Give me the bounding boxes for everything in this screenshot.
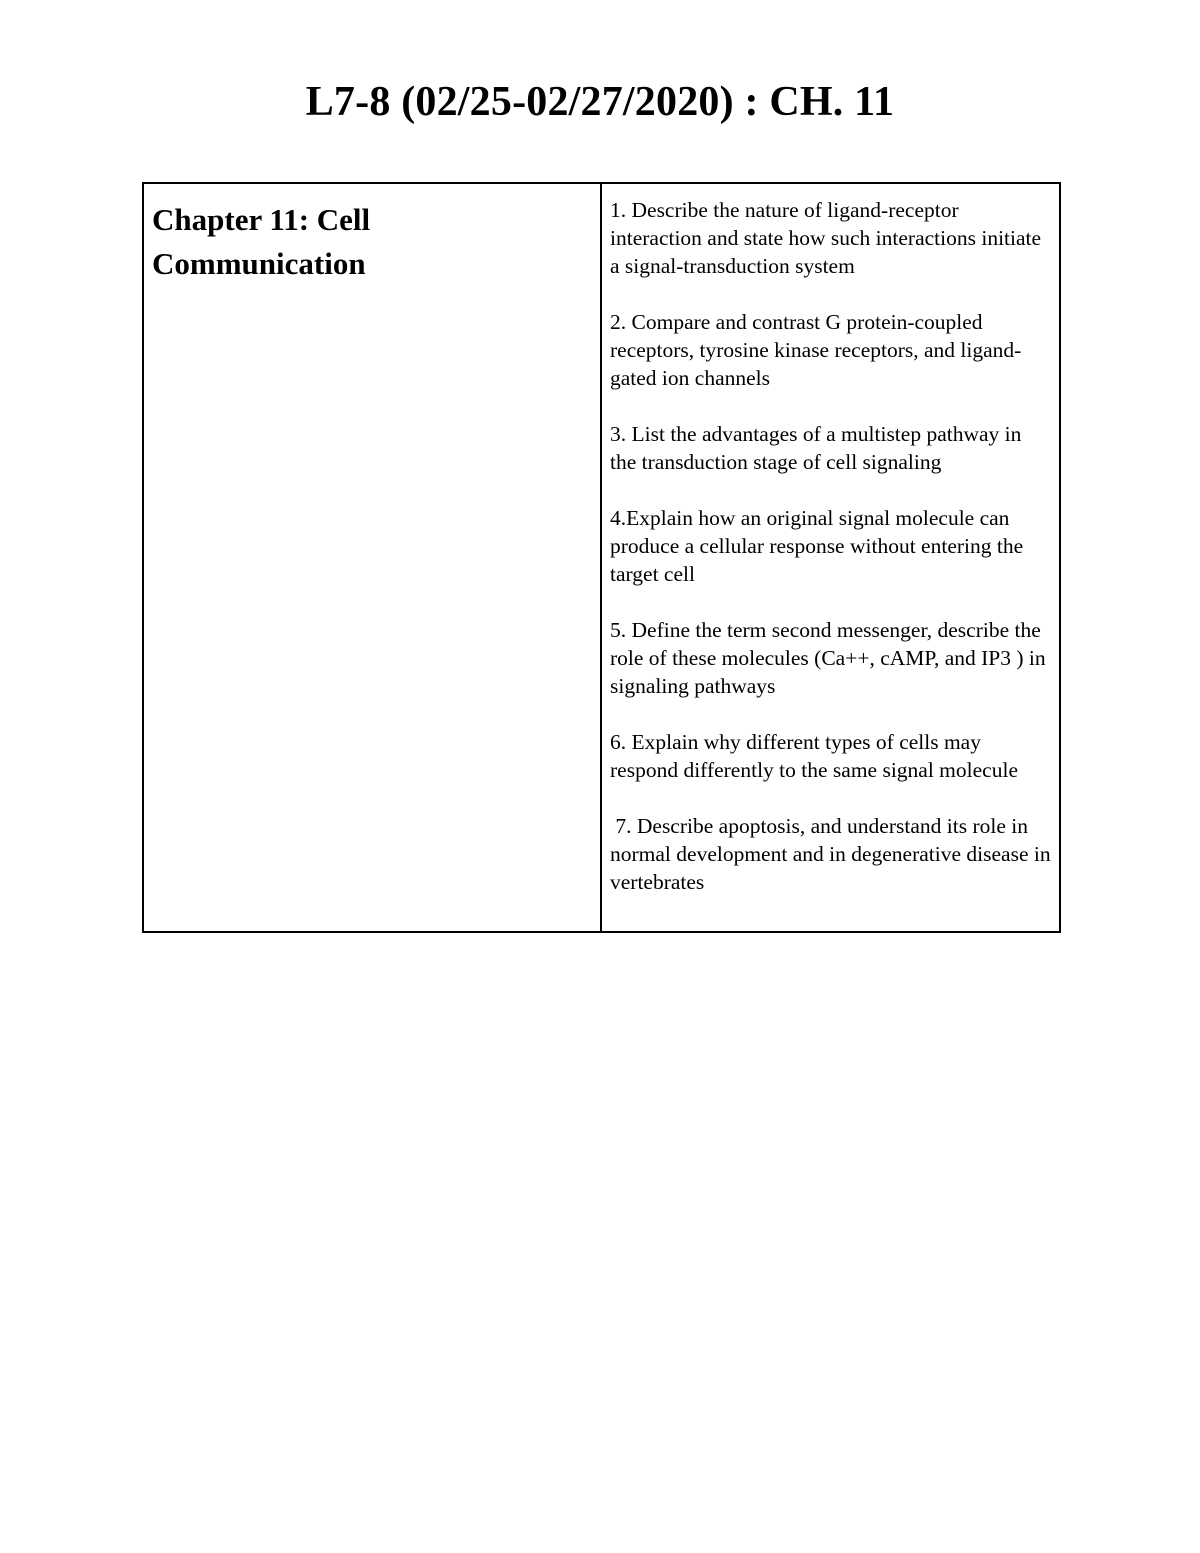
objectives-cell [602, 184, 1059, 931]
chapter-heading-line-1: Chapter 11: Cell [152, 202, 371, 237]
page-title: L7-8 (02/25-02/27/2020) : CH. 11 [305, 79, 895, 125]
chapter-cell [144, 184, 602, 931]
chapter-heading-line-2: Communication [152, 246, 366, 281]
objective-6: 6. Explain why different types of cells may respond differently to the same signal molecule [610, 730, 1018, 782]
chapter-heading [152, 198, 600, 286]
objective-3: 3. List the advantages of a multistep pathway in the transduction stage of cell signaling [610, 422, 1022, 474]
objective-4: 4.Explain how an original signal molecule can produce a cellular response without entering the target cell [610, 506, 1024, 586]
objective-1: 1. Describe the nature of ligand-receptor interaction and state how such interactions initiate a signal-transduction system [610, 198, 1042, 278]
objective-2: 2. Compare and contrast G protein-coupled receptors, tyrosine kinase receptors, and ligand-gated ion channels [610, 310, 1022, 390]
chapter-outline-table [142, 182, 1061, 933]
objective-5: 5. Define the term second messenger, describe the role of these molecules (Ca++, cAMP, and IP3 ) in signaling pathways [610, 618, 1046, 698]
objective-7: 7. Describe apoptosis, and understand its role in normal development and in degenerative disease in vertebrates [610, 814, 1056, 894]
